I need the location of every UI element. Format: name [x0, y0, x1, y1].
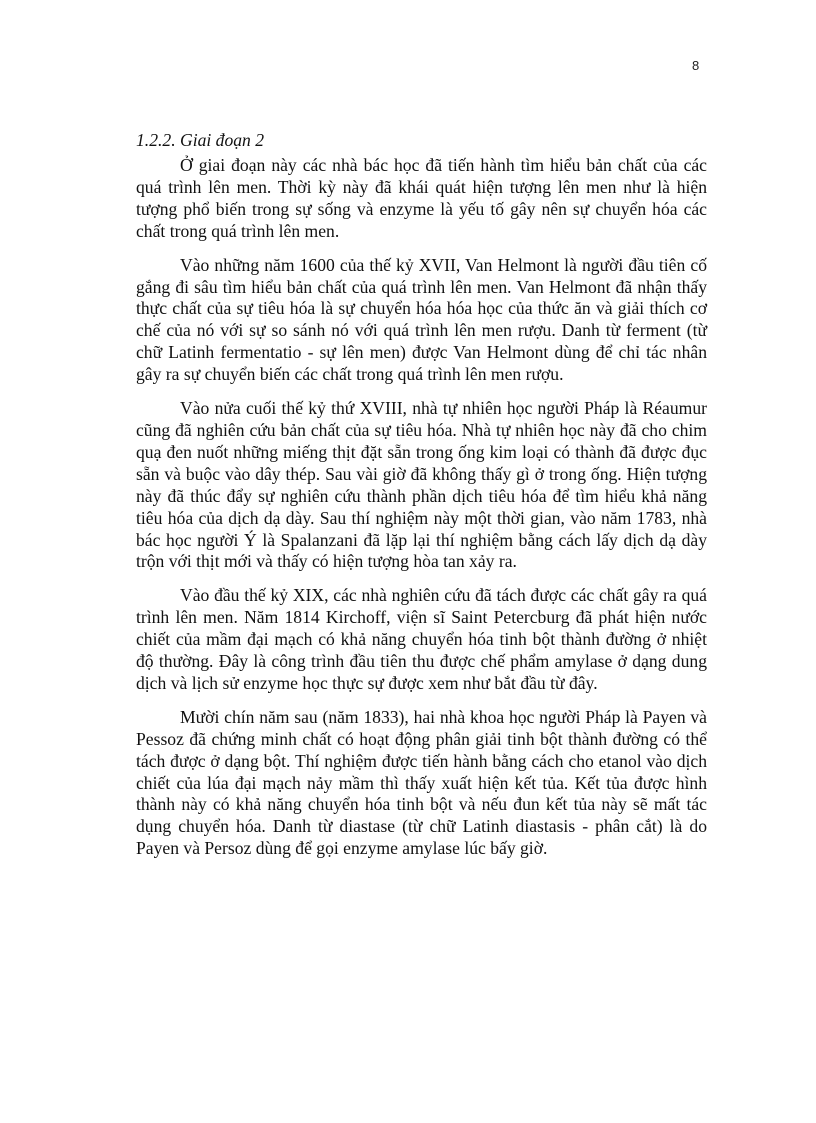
section-heading: 1.2.2. Giai đoạn 2 [136, 130, 265, 150]
document-body [136, 129, 707, 872]
paragraph-intro: Ở giai đoạn này các nhà bác học đã tiến hành tìm hiểu bản chất của các quá trình lên men. Thời kỳ này đã khái quát hiện tượng lên men như là hiện tượng phổ biến trong sự sống và enzyme là yếu tố gây nên sự chuyển hóa các chất trong quá trình lên men. [136, 155, 707, 241]
page-number: 8 [692, 58, 700, 73]
paragraph-payen-persoz: Mười chín năm sau (năm 1833), hai nhà khoa học người Pháp là Payen và Pessoz đã chứng minh chất có hoạt động phân giải tinh bột thành đường có thể tách được ở dạng bột. Thí nghiệm được tiến hành bằng cách cho etanol vào dịch chiết của lúa đại mạch nảy mầm thì thấy xuất hiện kết tủa. Kết tủa được hình thành này có khả năng chuyển hóa tinh bột và nếu đun kết tủa này sẽ mất tác dụng chuyển hóa. Danh từ diastase (từ chữ Latinh diastasis - phân cắt) là do Payen và Persoz dùng để gọi enzyme amylase lúc bấy giờ. [136, 706, 707, 859]
paragraph-van-helmont: Vào những năm 1600 của thế kỷ XVII, Van Helmont là người đầu tiên cố gắng đi sâu tìm hiểu bản chất của quá trình lên men. Van Helmont đã nhận thấy thực chất của sự tiêu hóa là sự chuyển hóa hóa học của thức ăn và giải thích cơ chế của nó với sự so sánh nó với quá trình lên men rượu. Danh từ ferment (từ chữ Latinh fermentatio - sự lên men) được Van Helmont dùng để chỉ tác nhân gây ra sự chuyển biến các chất trong quá trình lên men rượu. [136, 254, 707, 385]
paragraph-reaumur: Vào nửa cuối thế kỷ thứ XVIII, nhà tự nhiên học người Pháp là Réaumur cũng đã nghiên cứu bản chất của sự tiêu hóa. Nhà tự nhiên học này đã cho chim quạ đen nuốt những miếng thịt đặt sẵn trong ống kim loại có thành đã được đục sẵn và buộc vào dây thép. Sau vài giờ đã không thấy gì ở trong ống. Hiện tượng này đã thúc đẩy sự nghiên cứu thành phần dịch tiêu hóa để tìm hiểu khả năng tiêu hóa của dịch dạ dày. Sau thí nghiệm này một thời gian, vào năm 1783, nhà bác học người Ý là Spalanzani đã lặp lại thí nghiệm bằng cách lấy dịch dạ dày trộn với thịt mới và thấy có hiện tượng hòa tan xảy ra. [136, 398, 707, 572]
paragraph-kirchoff: Vào đầu thế kỷ XIX, các nhà nghiên cứu đã tách được các chất gây ra quá trình lên men. Năm 1814 Kirchoff, viện sĩ Saint Petercburg đã phát hiện nước chiết của mầm đại mạch có khả năng chuyển hóa tinh bột thành đường ở nhiệt độ thường. Đây là công trình đầu tiên thu được chế phẩm amylase ở dạng dung dịch và lịch sử enzyme học thực sự được xem như bắt đầu từ đây. [136, 585, 707, 693]
